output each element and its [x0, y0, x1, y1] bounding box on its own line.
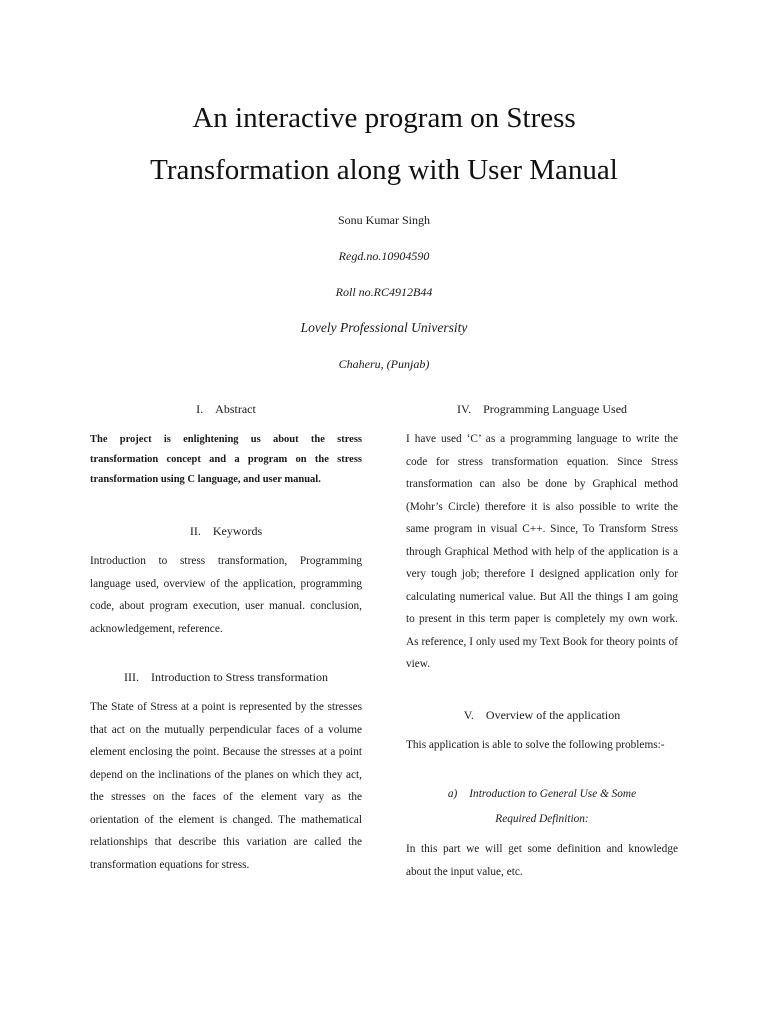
paper-title	[0, 92, 768, 196]
overview-text: This application is able to solve the following problems:-	[406, 738, 665, 751]
section-number: I.	[196, 402, 204, 416]
author-name: Sonu Kumar Singh	[337, 213, 430, 227]
section-title: Programming Language Used	[483, 402, 628, 416]
section-number: IV.	[456, 402, 472, 416]
section-title: Abstract	[215, 402, 256, 416]
section-title: Introduction to Stress transformation	[151, 670, 328, 684]
section-title: Keywords	[212, 524, 263, 538]
subsection-a-text: In this part we will get some definition and knowledge about the input value, etc.	[406, 843, 678, 878]
section-heading-abstract	[90, 400, 362, 418]
author-roll: Roll no.RC4912B44	[335, 285, 433, 299]
section-title: Overview of the application	[485, 707, 621, 722]
keywords-text: Introduction to stress transformation, Programming language used, overview of the application, programming code, about program execution, user manual. conclusion, acknowledgement, reference.	[90, 555, 362, 635]
left-column	[90, 400, 362, 876]
author-regd: Regd.no.10904590	[338, 249, 430, 263]
right-column	[406, 400, 678, 883]
section-heading-intro	[90, 668, 362, 686]
section-heading-keywords	[90, 522, 362, 540]
subsection-title-line-2: Required Definition:	[495, 813, 589, 825]
author-block	[0, 211, 768, 391]
language-text: I have used ‘C’ as a programming language to write the code for stress transformation equation. Since Stress transformation can also be done by Graphical method (Mohr’s Circle) therefore it is also possible to write the same program in visual C++. Since, To Transform Stress through Graphical Method with help of the application is a very tough job; therefore I designed application only for calculating numerical value. But All the things I am going to present in this term paper is completely my own work. As reference, I only used my Text Book for theory points of view.	[406, 433, 678, 670]
intro-text: The State of Stress at a point is represented by the stresses that act on the mutually perpendicular faces of a volume element enclosing the point. Because the stresses at a point depend on the inclinations of the planes on which they act, the stresses on the faces of the element vary as the orientation of the element is changed. The mathematical relationships that describe this variation are called the transformation equations for stress.	[90, 701, 362, 871]
author-university: Lovely Professional University	[300, 320, 468, 335]
section-number: V.	[463, 707, 474, 722]
section-number: II.	[189, 524, 201, 538]
author-location: Chaheru, (Punjab)	[338, 357, 430, 371]
subsection-title-line-1: Introduction to General Use & Some	[469, 788, 637, 800]
section-number: III.	[124, 670, 139, 684]
subsection-number: a)	[447, 788, 458, 800]
section-heading-language	[406, 400, 678, 418]
abstract-text: The project is enlightening us about the stress transformation concept and a program on the stress transformation using C language, and user manual.	[90, 434, 362, 485]
section-heading-overview	[406, 706, 678, 724]
title-line-2: Transformation along with User Manual	[150, 154, 618, 186]
title-line-1: An interactive program on Stress	[192, 102, 576, 134]
subsection-heading-a	[406, 782, 678, 832]
